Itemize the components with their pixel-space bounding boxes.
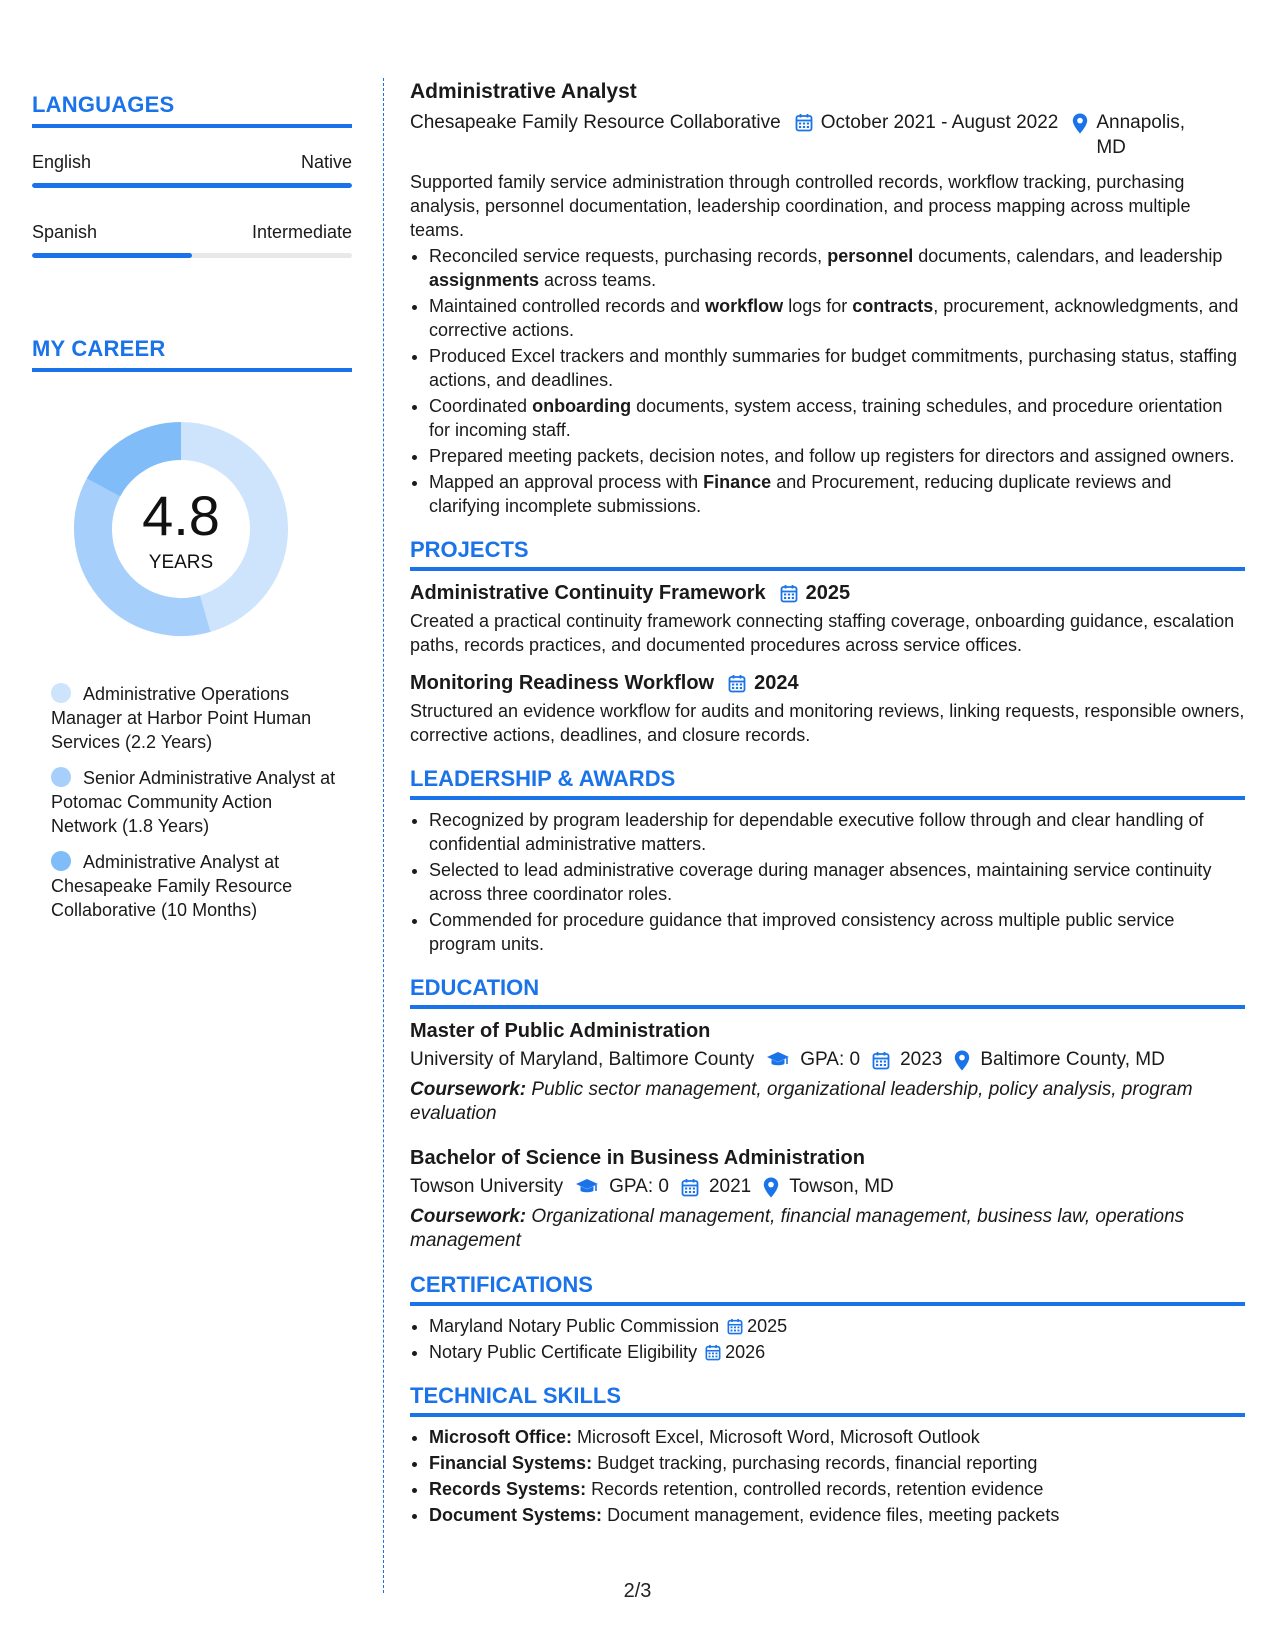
education-heading: EDUCATION	[410, 976, 1245, 1009]
education-item	[410, 1144, 1245, 1253]
coursework-text: Organizational management, financial management, business law, operations management	[410, 1206, 1185, 1251]
skill-item	[429, 1477, 1245, 1501]
skill-item	[429, 1503, 1245, 1527]
education-item	[410, 1017, 1245, 1126]
certification-name: Notary Public Certificate Eligibility	[429, 1342, 698, 1362]
job-meta	[410, 110, 1245, 160]
calendar-icon	[681, 1178, 699, 1197]
job-bullet: • Reconciled service requests, purchasing records, personnel documents, calendars, and leadership assignments across teams.	[429, 244, 1245, 292]
leadership-item: • Selected to lead administrative coverage during manager absences, maintaining service continuity across three coordinator roles.	[429, 858, 1245, 906]
project-item	[410, 579, 1245, 657]
calendar-icon	[727, 1318, 743, 1335]
job-bullet: • Mapped an approval process with Finance and Procurement, reducing duplicate reviews and clarifying incomplete submissions.	[429, 470, 1245, 518]
skill-item	[429, 1451, 1245, 1475]
languages-heading: LANGUAGES	[32, 92, 352, 128]
job-bullet: • Prepared meeting packets, decision notes, and follow up registers for directors and assigned owners.	[429, 444, 1245, 468]
calendar-icon	[705, 1344, 721, 1361]
right-column	[410, 78, 1245, 1529]
project-year: 2025	[805, 582, 851, 604]
job-dates-wrap	[795, 110, 1059, 135]
language-proficiency-bar	[32, 183, 352, 188]
calendar-icon	[780, 584, 798, 603]
language-item	[32, 152, 352, 188]
languages-list	[32, 152, 352, 258]
projects-section	[410, 538, 1245, 747]
career-heading: MY CAREER	[32, 336, 352, 372]
page-number: 2/3	[623, 1580, 652, 1602]
certification-name: Maryland Notary Public Commission	[429, 1316, 720, 1336]
legend-dot	[51, 851, 71, 871]
leadership-heading: LEADERSHIP & AWARDS	[410, 767, 1245, 800]
skills-heading: TECHNICAL SKILLS	[410, 1384, 1245, 1417]
legend-dot	[51, 767, 71, 787]
skills-section	[410, 1384, 1245, 1527]
job-summary: Supported family service administration through controlled records, workflow tracking, purchasing analysis, personnel documentation, leadership coordination, and process mapping across multiple teams.	[410, 172, 1191, 240]
coursework-label: Coursework:	[410, 1206, 527, 1227]
job-location-wrap	[1072, 110, 1216, 160]
language-proficiency-fill	[32, 183, 352, 188]
career-legend-item	[51, 682, 341, 754]
leadership-section	[410, 767, 1245, 956]
project-name: Monitoring Readiness Workflow	[410, 672, 715, 694]
leadership-item: • Recognized by program leadership for dependable executive follow through and clear handling of confidential administrative matters.	[429, 808, 1245, 856]
job-bullet: • Produced Excel trackers and monthly summaries for budget commitments, purchasing status, staffing actions, and deadlines.	[429, 344, 1245, 392]
career-role-label: Senior Administrative Analyst at Potomac Community Action Network (1.8 Years)	[51, 768, 336, 836]
language-level: Intermediate	[251, 222, 352, 242]
calendar-icon	[795, 113, 813, 132]
certification-item	[429, 1340, 1245, 1364]
calendar-icon	[872, 1051, 890, 1070]
certifications-list	[410, 1314, 1245, 1364]
leadership-list	[410, 808, 1245, 956]
career-legend-item	[51, 766, 341, 838]
job-location: Annapolis, MD	[1096, 112, 1186, 158]
career-role-label: Administrative Analyst at Chesapeake Family Resource Collaborative (10 Months)	[51, 852, 293, 920]
graduation-cap-icon	[575, 1178, 599, 1196]
job-bullet: • Maintained controlled records and workflow logs for contracts, procurement, acknowledgments, and corrective actions.	[429, 294, 1245, 342]
project-description: Created a practical continuity framework connecting staffing coverage, onboarding guidance, escalation paths, records practices, and documented procedures across service offices.	[410, 611, 1235, 655]
skill-label: Microsoft Office:	[429, 1427, 573, 1447]
experience-entry	[410, 78, 1245, 518]
location-pin-icon	[954, 1050, 970, 1071]
career-donut-chart	[66, 414, 296, 644]
language-level: Native	[300, 152, 352, 172]
column-divider	[383, 78, 384, 1593]
career-legend-item	[51, 850, 341, 922]
calendar-icon	[728, 674, 746, 693]
skill-value: Microsoft Excel, Microsoft Word, Microsoft Outlook	[577, 1427, 980, 1447]
coursework	[410, 1078, 1245, 1126]
project-name: Administrative Continuity Framework	[410, 582, 766, 604]
coursework-text: Public sector management, organizational leadership, policy analysis, program evaluation	[410, 1079, 1193, 1124]
location-pin-icon	[1072, 113, 1088, 134]
leadership-item: • Commended for procedure guidance that improved consistency across multiple public service program units.	[429, 908, 1245, 956]
degree-name: Master of Public Administration	[410, 1020, 711, 1042]
education-section	[410, 976, 1245, 1253]
certifications-heading: CERTIFICATIONS	[410, 1273, 1245, 1306]
skill-value: Document management, evidence files, meeting packets	[607, 1505, 1060, 1525]
job-dates: October 2021 - August 2022	[820, 112, 1059, 133]
language-proficiency-fill	[32, 253, 192, 258]
skill-label: Financial Systems:	[429, 1453, 593, 1473]
certification-year: 2025	[747, 1316, 788, 1336]
career-total-unit: YEARS	[148, 552, 214, 573]
career-legend	[51, 682, 341, 922]
certifications-section	[410, 1273, 1245, 1364]
skill-label: Records Systems:	[429, 1479, 587, 1499]
language-item	[32, 222, 352, 258]
career-total-value: 4.8	[142, 484, 220, 547]
graduation-cap-icon	[766, 1051, 790, 1069]
coursework-label: Coursework:	[410, 1079, 527, 1100]
school-location: Baltimore County, MD	[980, 1049, 1165, 1070]
skill-label: Document Systems:	[429, 1505, 603, 1525]
language-proficiency-bar	[32, 253, 352, 258]
job-title: Administrative Analyst	[410, 80, 637, 103]
legend-dot	[51, 683, 71, 703]
skill-value: Budget tracking, purchasing records, financial reporting	[597, 1453, 1038, 1473]
school-name: University of Maryland, Baltimore County	[410, 1049, 755, 1070]
left-column	[32, 92, 352, 934]
graduation-year: 2023	[900, 1049, 943, 1070]
career-donut-segment	[103, 441, 181, 488]
language-name: English	[32, 152, 92, 172]
job-company: Chesapeake Family Resource Collaborative	[410, 112, 781, 133]
location-pin-icon	[763, 1177, 779, 1198]
job-bullet: • Coordinated onboarding documents, system access, training schedules, and procedure orientation for incoming staff.	[429, 394, 1245, 442]
skill-value: Records retention, controlled records, retention evidence	[591, 1479, 1044, 1499]
school-name: Towson University	[410, 1176, 564, 1197]
career-role-label: Administrative Operations Manager at Harbor Point Human Services (2.2 Years)	[51, 684, 312, 752]
graduation-year: 2021	[708, 1176, 752, 1197]
gpa: GPA: 0	[609, 1176, 669, 1197]
language-name: Spanish	[32, 222, 98, 242]
certification-year: 2026	[725, 1342, 766, 1362]
skills-list	[410, 1425, 1245, 1527]
job-bullets	[410, 244, 1245, 518]
projects-heading: PROJECTS	[410, 538, 1245, 571]
skill-item	[429, 1425, 1245, 1449]
certification-item	[429, 1314, 1245, 1338]
coursework	[410, 1205, 1245, 1253]
project-year: 2024	[754, 672, 799, 694]
gpa: GPA: 0	[800, 1049, 861, 1070]
school-location: Towson, MD	[789, 1176, 894, 1197]
degree-name: Bachelor of Science in Business Administration	[410, 1147, 865, 1169]
project-description: Structured an evidence workflow for audits and monitoring reviews, linking requests, responsible owners, corrective actions, deadlines, and closure records.	[410, 701, 1245, 745]
project-item	[410, 669, 1245, 747]
